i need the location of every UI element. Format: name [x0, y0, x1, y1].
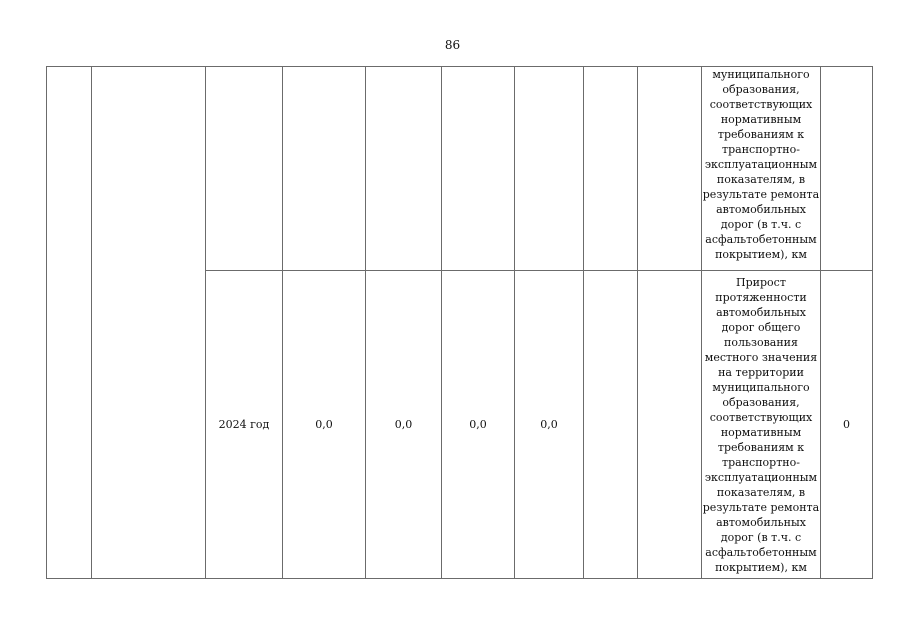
value-cell — [515, 67, 584, 271]
indicator-description: муниципального образования, соответствующих нормативным требованиям к транспортно- эксплуатационным показателям, в результате ремонта автомобильных дорог (в т.ч. с асфальтобетонным покрытием), км — [702, 68, 820, 261]
empty-cell — [584, 67, 638, 271]
measures-table — [46, 66, 873, 579]
indicator-description-cell — [702, 67, 821, 271]
value-cell: 0,0 — [366, 271, 442, 579]
target-value-cell — [821, 67, 873, 271]
row-number-cell — [47, 67, 92, 579]
indicator-description-cell — [702, 271, 821, 579]
indicator-description: Прирост протяженности автомобильных дорог общего пользования местного значения на территории муниципального образования, соответствующих нормативным требованиям к транспортно- эксплуатационным показателям, в результате ремонта автомобильных дорог (в т.ч. с асфальтобетонным покрытием), км — [702, 275, 820, 574]
value-cell — [283, 67, 366, 271]
table-row — [47, 67, 873, 271]
year-cell — [206, 67, 283, 271]
value-cell — [442, 67, 515, 271]
empty-cell — [638, 67, 702, 271]
value-cell: 0,0 — [442, 271, 515, 579]
target-value-cell: 0 — [821, 271, 873, 579]
value-cell — [366, 67, 442, 271]
empty-cell — [584, 271, 638, 579]
value-cell: 0,0 — [515, 271, 584, 579]
empty-cell — [638, 271, 702, 579]
measure-name-cell — [92, 67, 206, 579]
year-cell: 2024 год — [206, 271, 283, 579]
value-cell: 0,0 — [283, 271, 366, 579]
page-number: 86 — [444, 38, 461, 52]
